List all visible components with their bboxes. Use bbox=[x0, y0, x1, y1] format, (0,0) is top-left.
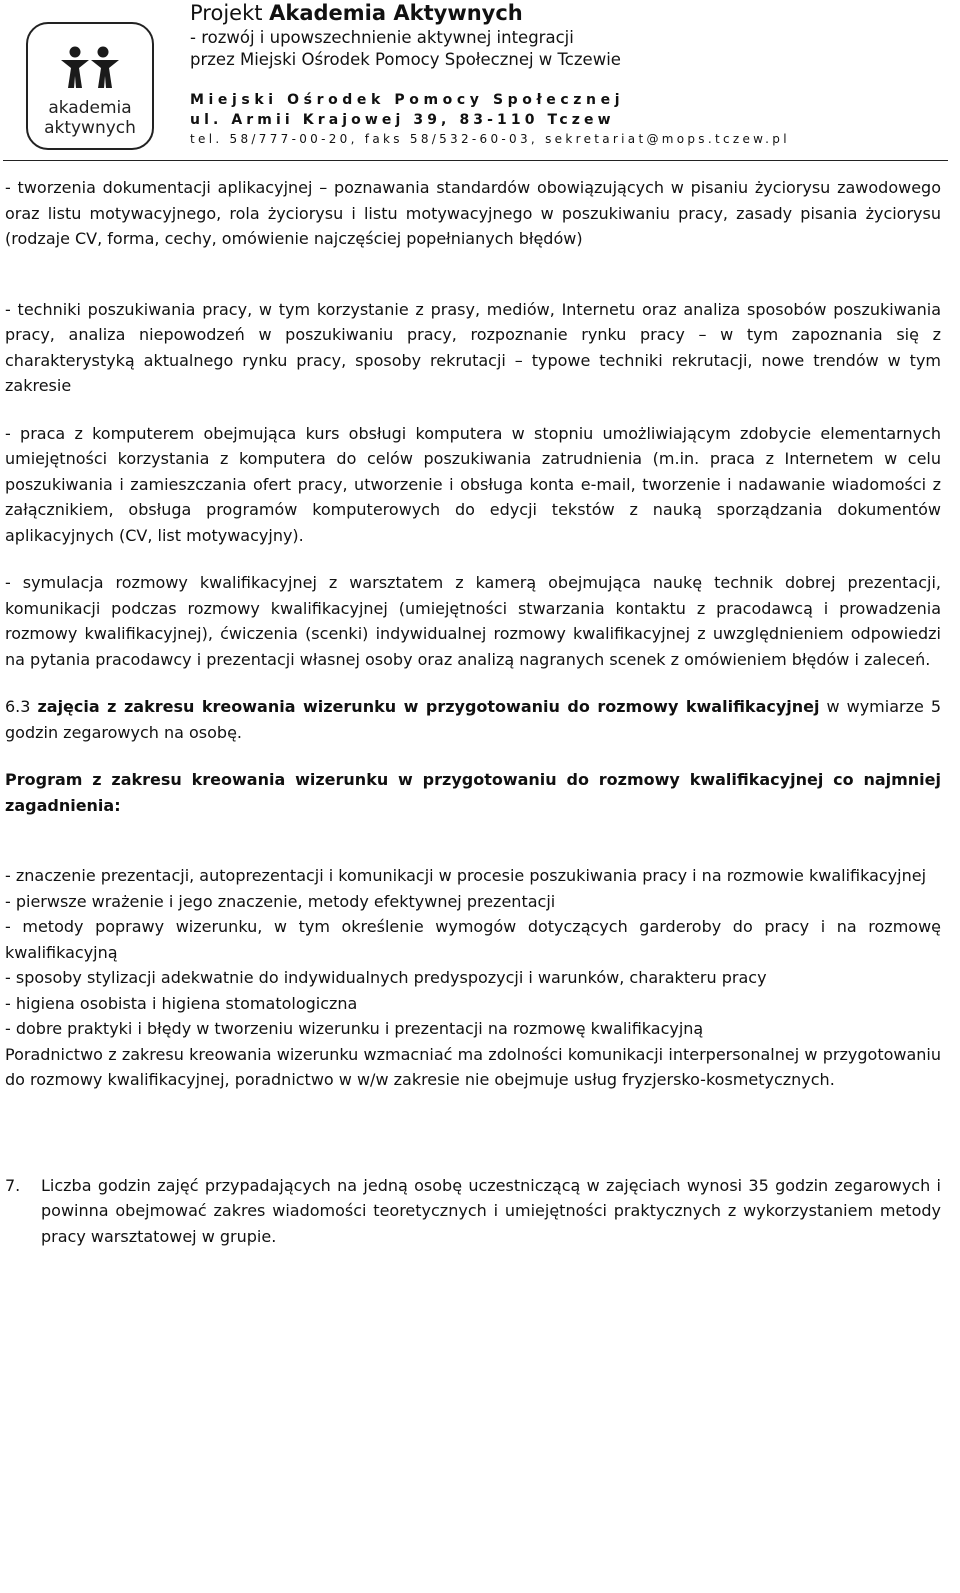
project-subtitle-2: przez Miejski Ośrodek Pomocy Społecznej w Tczewie bbox=[190, 50, 621, 69]
logo-text-line1: akademia bbox=[48, 98, 132, 118]
paragraph-job-search-techniques: - techniki poszukiwania pracy, w tym korzystanie z prasy, mediów, Internetu oraz analiza sposobów poszukiwania pracy, analiza niepowodzeń w poszukiwaniu pracy, rozpoznanie rynku pracy – w tym zapoznania się z charakterystyką aktualnego rynku pracy, sposoby rekrutacji – typowe techniki rekrutacji, nowe trendów w tym zakresie bbox=[5, 299, 941, 395]
document-body bbox=[5, 175, 941, 1249]
project-logo bbox=[26, 22, 154, 150]
project-title-name: Akademia Aktywnych bbox=[269, 1, 523, 25]
letterhead bbox=[0, 0, 960, 165]
list-item: - metody poprawy wizerunku, w tym określenie wymogów dotyczących garderoby do pracy i na rozmowę kwalifikacyjną bbox=[5, 917, 941, 962]
item-7-number: 7. bbox=[5, 1175, 21, 1195]
program-heading: Program z zakresu kreowania wizerunku w przygotowaniu do rozmowy kwalifikacyjnej co najmniej zagadnienia: bbox=[5, 770, 941, 815]
paragraph-computer-work: - praca z komputerem obejmująca kurs obsługi komputera w stopniu umożliwiającym zdobycie elementarnych umiejętności korzystania z komputera do celów poszukiwania zatrudnienia (m.in. praca z Internetem w celu poszukiwania i zamieszczania ofert pracy, utworzenie i obsługa konta e-mail, tworzenie i nadawanie wiadomości z załącznikiem, obsługa programów komputerowych do edycji tekstów z nauką sporządzania dokumentów aplikacyjnych (CV, list motywacyjny). bbox=[5, 423, 941, 545]
section-6-3-title: zajęcia z zakresu kreowania wizerunku w przygotowaniu do rozmowy kwalifikacyjnej bbox=[37, 697, 820, 716]
section-6-3 bbox=[5, 694, 941, 745]
list-item: - sposoby stylizacji adekwatnie do indywidualnych predyspozycji i warunków, charakteru pracy bbox=[5, 968, 767, 987]
counseling-note: Poradnictwo z zakresu kreowania wizerunku wzmacniać ma zdolności komunikacji interpersonalnej w przygotowaniu do rozmowy kwalifikacyjnej, poradnictwo w w/w zakresie nie obejmuje usług fryzjersko-kosmetycznych. bbox=[5, 1044, 941, 1089]
paragraph-application-docs: - tworzenia dokumentacji aplikacyjnej – poznawania standardów obowiązujących w pisaniu życiorysu zawodowego oraz listu motywacyjnego, rola życiorysu i listu motywacyjnego w poszukiwaniu pracy, zasady pisania życiorysu (rodzaje CV, forma, cechy, omówienie najczęściej popełnianych błędów) bbox=[5, 178, 941, 248]
organization-name: Miejski Ośrodek Pomocy Społecznej bbox=[190, 92, 625, 108]
list-item: - pierwsze wrażenie i jego znaczenie, metody efektywnej prezentacji bbox=[5, 891, 556, 911]
two-people-figures-icon bbox=[58, 46, 122, 90]
organization-contact: tel. 58/777-00-20, faks 58/532-60-03, sekretariat@mops.tczew.pl bbox=[190, 132, 790, 146]
logo-text-line2: aktywnych bbox=[44, 118, 136, 138]
numbered-item-7 bbox=[5, 1173, 941, 1250]
item-7-text: Liczba godzin zajęć przypadających na jedną osobę uczestniczącą w zajęciach wynosi 35 godzin zegarowych i powinna obejmować zakres wiadomości teoretycznych i umiejętności praktycznych z wykorzystaniem metody pracy warsztatowej w grupie. bbox=[41, 1175, 941, 1246]
list-item: - dobre praktyki i błędy w tworzeniu wizerunku i prezentacji na rozmowę kwalifikacyjną bbox=[5, 1019, 704, 1038]
list-item: - znaczenie prezentacji, autoprezentacji i komunikacji w procesie poszukiwania pracy i na rozmowie kwalifikacyjnej bbox=[5, 866, 927, 885]
project-title bbox=[190, 0, 523, 26]
project-subtitle-1: - rozwój i upowszechnienie aktywnej integracji bbox=[190, 28, 574, 47]
paragraph-interview-simulation: - symulacja rozmowy kwalifikacyjnej z warsztatem z kamerą obejmująca naukę technik dobrej prezentacji, komunikacji podczas rozmowy kwalifikacyjnej (umiejętności stwarzania kontaktu z pracodawcą i prowadzenia rozmowy kwalifikacyjnej), ćwiczenia (scenki) indywidualnej rozmowy kwalifikacyjnej z uwzględnieniem odpowiedzi na pytania pracodawcy i prezentacji własnej osoby oraz analizą nagranych scenek z omówieniem błędów i zaleceń. bbox=[5, 573, 941, 669]
list-item: - higiena osobista i higiena stomatologiczna bbox=[5, 993, 358, 1013]
header-divider bbox=[3, 160, 948, 161]
organization-address: ul. Armii Krajowej 39, 83-110 Tczew bbox=[190, 112, 615, 128]
project-title-prefix: Projekt bbox=[190, 1, 270, 25]
section-6-3-number: 6.3 bbox=[5, 697, 38, 716]
section-6-3-rest: w wymiarze 5 godzin zegarowych na osobę. bbox=[5, 697, 941, 742]
